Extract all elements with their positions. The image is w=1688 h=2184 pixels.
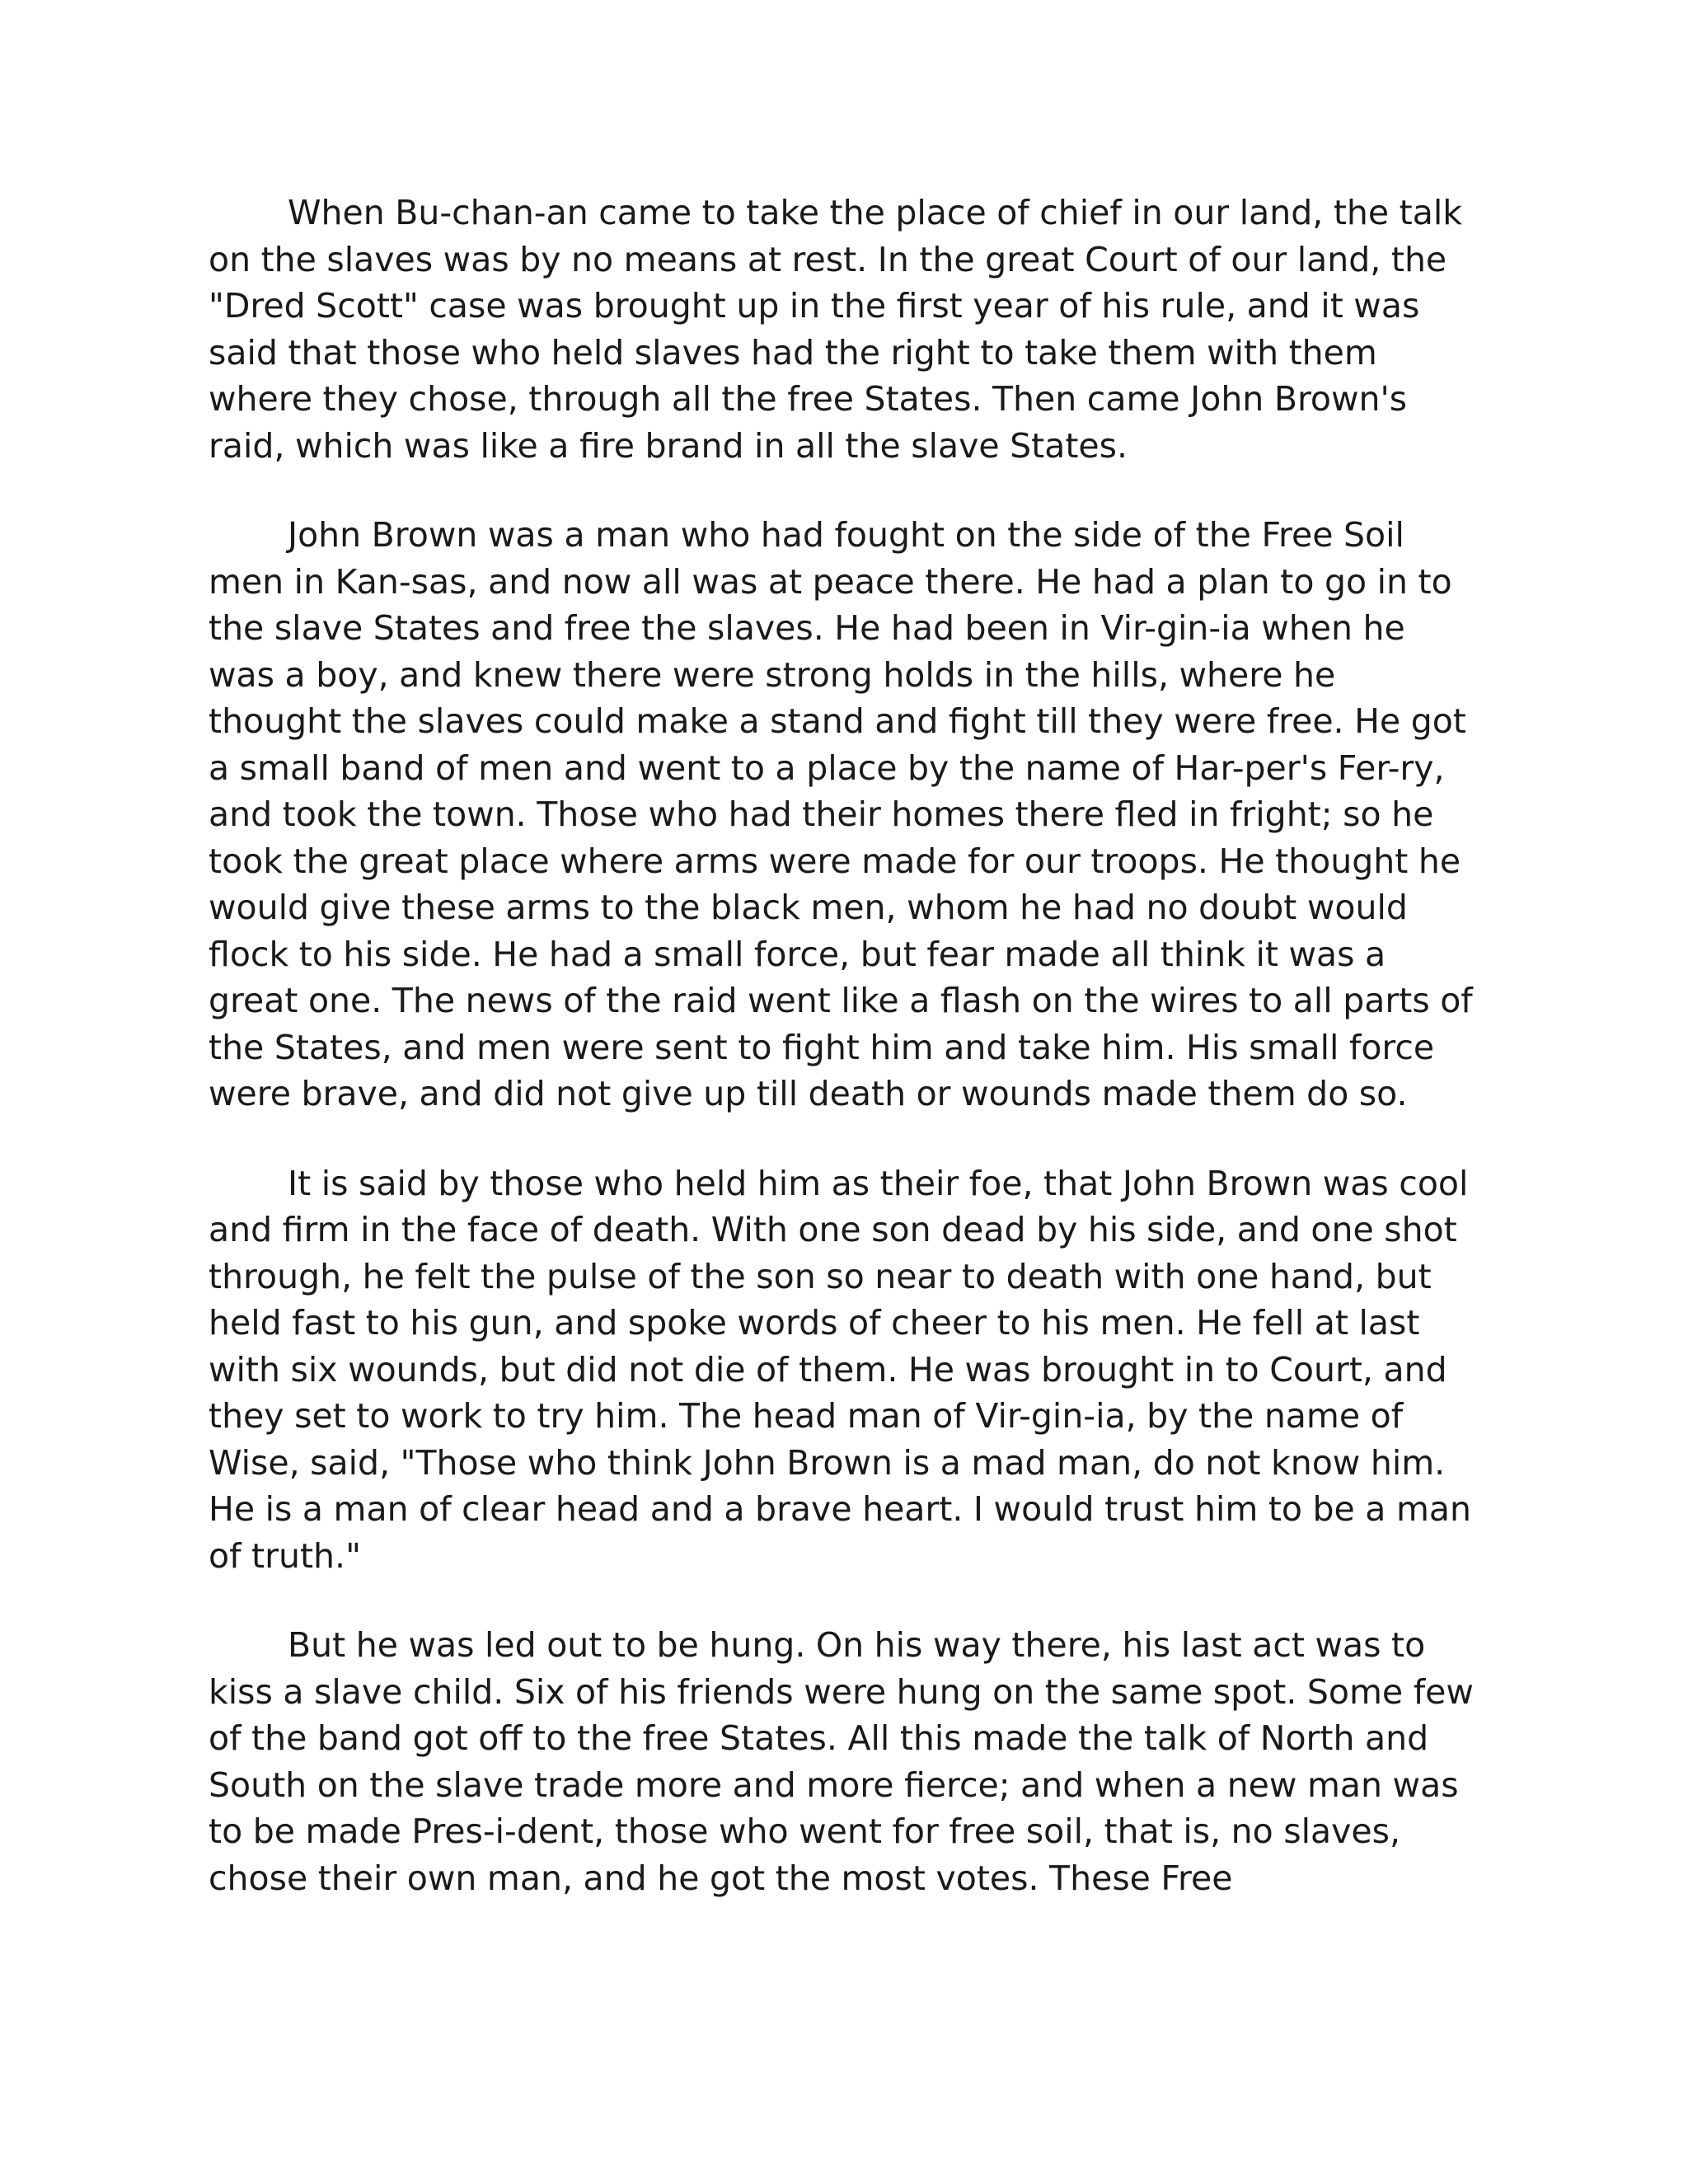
paragraph-john-brown-hanging: But he was led out to be hung. On his way there, his last act was to kiss a slave child. Six of his friends were hung on the same spot. Some few of the band got off to the free States. All this made the talk of North and South on the slave trade more and more fierce; and when a new man was to be made Pres-i-dent, those who went for free soil, that is, no slaves, chose their own man, and he got the most votes. These Free [209,1625,1474,1898]
paragraph-buchanan: When Bu-chan-an came to take the place of chief in our land, the talk on the slaves was by no means at rest. In the great Court of our land, the "Dred Scott" case was brought up in the first year of his rule, and it was said that those who held slaves had the right to take them with them where they chose, through all the free States. Then came John Brown's raid, which was like a fire brand in all the slave States. [209,193,1462,466]
paragraph-john-brown-plan: John Brown was a man who had fought on the side of the Free Soil men in Kan-sas, and now all was at peace there. He had a plan to go in to the slave States and free the slaves. He had been in Vir-gin-ia when he was a boy, and knew there were strong holds in the hills, where he thought the slaves could make a stand and fight till they were free. He got a small band of men and went to a place by the name of Har-per's Fer-ry, and took the town. Those who had their homes there fled in fright; so he took the great place where arms were made for our troops. He thought he would give these arms to the black men, whom he had no doubt would flock to his side. He had a small force, but fear made all think it was a great one. The news of the raid went like a flash on the wires to all parts of the States, and men were sent to fight him and take him. His small force were brave, and did not give up till death or wounds made them do so. [209,515,1473,1113]
paragraph-john-brown-trial: It is said by those who held him as their foe, that John Brown was cool and firm in the face of death. With one son dead by his side, and one shot through, he felt the pulse of the son so near to death with one hand, but held fast to his gun, and spoke words of cheer to his men. He fell at last with six wounds, but did not die of them. He was brought in to Court, and they set to work to try him. The head man of Vir-gin-ia, by the name of Wise, said, "Those who think John Brown is a mad man, do not know him. He is a man of clear head and a brave heart. I would trust him to be a man of truth." [209,1163,1472,1576]
